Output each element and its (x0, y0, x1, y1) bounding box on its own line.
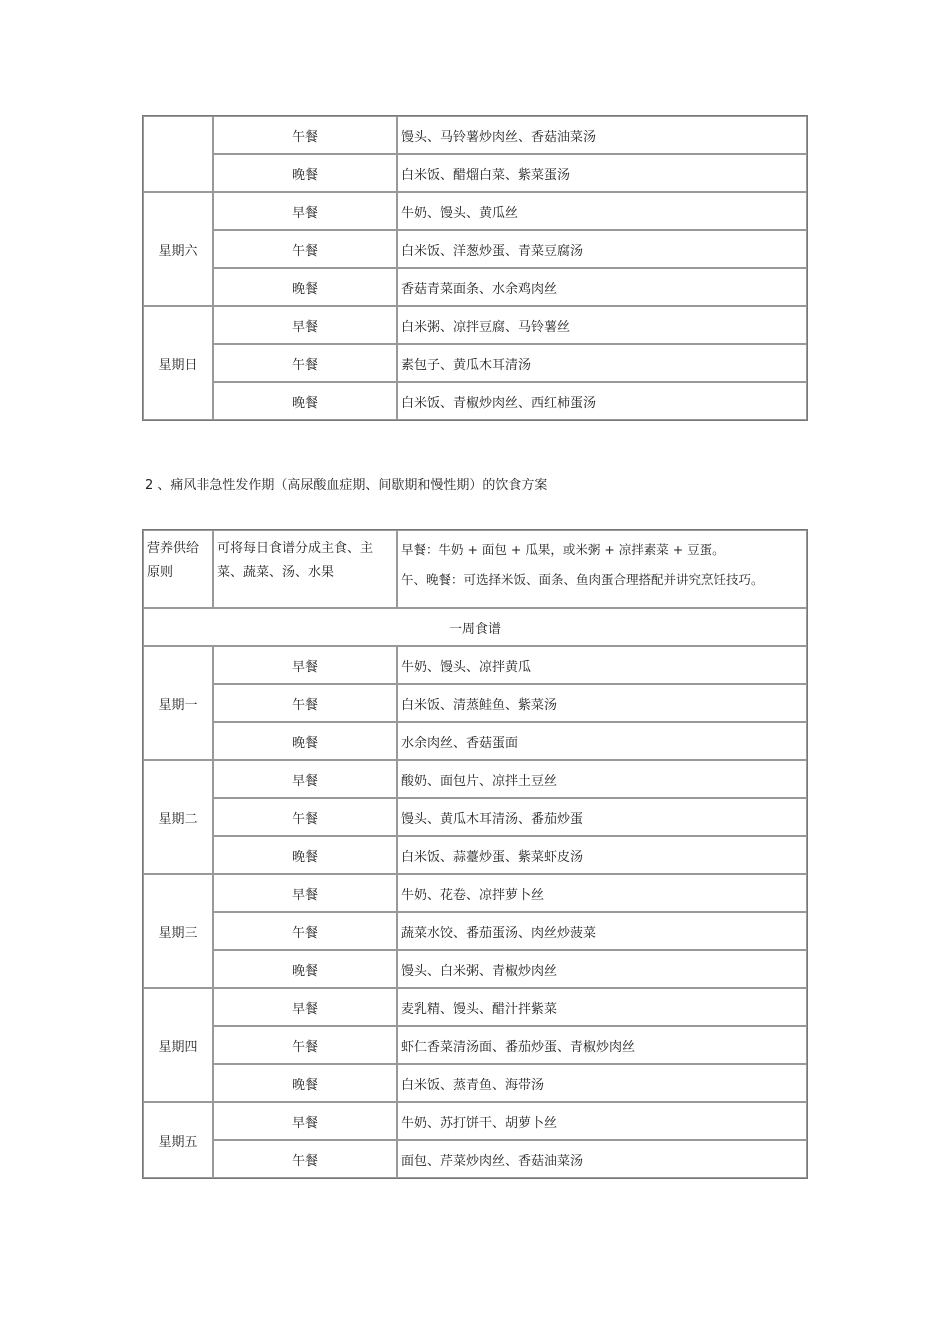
meal-cell: 午餐 (213, 1026, 397, 1064)
meal-cell: 早餐 (213, 988, 397, 1026)
principle-text: 可将每日食谱分成主食、主菜、蔬菜、汤、水果 (213, 530, 397, 608)
table-row (143, 1026, 807, 1064)
table-row (143, 268, 807, 306)
plan-breakfast: 早餐：牛奶 + 面包 + 瓜果，或米粥 + 凉拌素菜 + 豆蛋。 (401, 542, 725, 557)
day-cell (143, 116, 213, 192)
plan-lunch-dinner: 午、晚餐：可选择米饭、面条、鱼肉蛋合理搭配并讲究烹饪技巧。 (401, 572, 764, 587)
table-row (143, 116, 807, 154)
menu-cell: 馒头、马铃薯炒肉丝、香菇油菜汤 (397, 116, 807, 154)
menu-cell: 蔬菜水饺、番茄蛋汤、肉丝炒菠菜 (397, 912, 807, 950)
meal-cell: 午餐 (213, 1140, 397, 1178)
menu-cell: 白米饭、清蒸鲑鱼、紫菜汤 (397, 684, 807, 722)
table-row (143, 192, 807, 230)
menu-cell: 素包子、黄瓜木耳清汤 (397, 344, 807, 382)
menu-cell: 白米饭、洋葱炒蛋、青菜豆腐汤 (397, 230, 807, 268)
meal-cell: 早餐 (213, 192, 397, 230)
day-cell: 星期日 (143, 306, 213, 420)
menu-table-continued (142, 115, 808, 421)
menu-cell: 麦乳精、馒头、醋汁拌紫菜 (397, 988, 807, 1026)
table-row (143, 1140, 807, 1178)
title-row (143, 608, 807, 646)
menu-cell: 牛奶、馒头、黄瓜丝 (397, 192, 807, 230)
menu-cell: 虾仁香菜清汤面、番茄炒蛋、青椒炒肉丝 (397, 1026, 807, 1064)
table-row (143, 382, 807, 420)
table-row (143, 950, 807, 988)
meal-cell: 晚餐 (213, 950, 397, 988)
table-row (143, 722, 807, 760)
table-row (143, 760, 807, 798)
menu-cell: 牛奶、馒头、凉拌黄瓜 (397, 646, 807, 684)
meal-cell: 午餐 (213, 912, 397, 950)
meal-cell: 晚餐 (213, 268, 397, 306)
day-cell: 星期四 (143, 988, 213, 1102)
menu-table-week (142, 529, 808, 1179)
day-cell: 星期二 (143, 760, 213, 874)
menu-cell: 白米粥、凉拌豆腐、马铃薯丝 (397, 306, 807, 344)
meal-cell: 早餐 (213, 760, 397, 798)
principle-label: 营养供给原则 (143, 530, 213, 608)
menu-cell: 牛奶、花卷、凉拌萝卜丝 (397, 874, 807, 912)
table-row (143, 154, 807, 192)
menu-cell: 香菇青菜面条、水余鸡肉丝 (397, 268, 807, 306)
plan-cell (397, 530, 807, 608)
table-row (143, 798, 807, 836)
meal-cell: 早餐 (213, 306, 397, 344)
principle-row (143, 530, 807, 608)
day-cell: 星期一 (143, 646, 213, 760)
table-row (143, 874, 807, 912)
menu-cell: 馒头、白米粥、青椒炒肉丝 (397, 950, 807, 988)
meal-cell: 午餐 (213, 684, 397, 722)
meal-cell: 晚餐 (213, 382, 397, 420)
table-row (143, 230, 807, 268)
table-row (143, 684, 807, 722)
section-heading: 2 、痛风非急性发作期（高尿酸血症期、间歇期和慢性期）的饮食方案 (145, 478, 548, 493)
table-row (143, 344, 807, 382)
meal-cell: 早餐 (213, 1102, 397, 1140)
table-row (143, 988, 807, 1026)
meal-cell: 晚餐 (213, 1064, 397, 1102)
menu-cell: 白米饭、蒜薹炒蛋、紫菜虾皮汤 (397, 836, 807, 874)
meal-cell: 午餐 (213, 344, 397, 382)
meal-cell: 午餐 (213, 116, 397, 154)
meal-cell: 晚餐 (213, 722, 397, 760)
meal-cell: 早餐 (213, 874, 397, 912)
meal-cell: 早餐 (213, 646, 397, 684)
table-row (143, 912, 807, 950)
menu-cell: 白米饭、青椒炒肉丝、西红柿蛋汤 (397, 382, 807, 420)
day-cell: 星期六 (143, 192, 213, 306)
meal-cell: 午餐 (213, 230, 397, 268)
table-row (143, 646, 807, 684)
menu-cell: 馒头、黄瓜木耳清汤、番茄炒蛋 (397, 798, 807, 836)
menu-cell: 白米饭、醋熘白菜、紫菜蛋汤 (397, 154, 807, 192)
table-row (143, 1102, 807, 1140)
day-cell: 星期五 (143, 1102, 213, 1178)
table-row (143, 836, 807, 874)
day-cell: 星期三 (143, 874, 213, 988)
table-row (143, 306, 807, 344)
menu-cell: 牛奶、苏打饼干、胡萝卜丝 (397, 1102, 807, 1140)
week-title: 一周食谱 (143, 608, 807, 646)
menu-cell: 酸奶、面包片、凉拌土豆丝 (397, 760, 807, 798)
meal-cell: 午餐 (213, 798, 397, 836)
meal-cell: 晚餐 (213, 154, 397, 192)
menu-cell: 水余肉丝、香菇蛋面 (397, 722, 807, 760)
menu-cell: 面包、芹菜炒肉丝、香菇油菜汤 (397, 1140, 807, 1178)
menu-cell: 白米饭、蒸青鱼、海带汤 (397, 1064, 807, 1102)
meal-cell: 晚餐 (213, 836, 397, 874)
table-row (143, 1064, 807, 1102)
